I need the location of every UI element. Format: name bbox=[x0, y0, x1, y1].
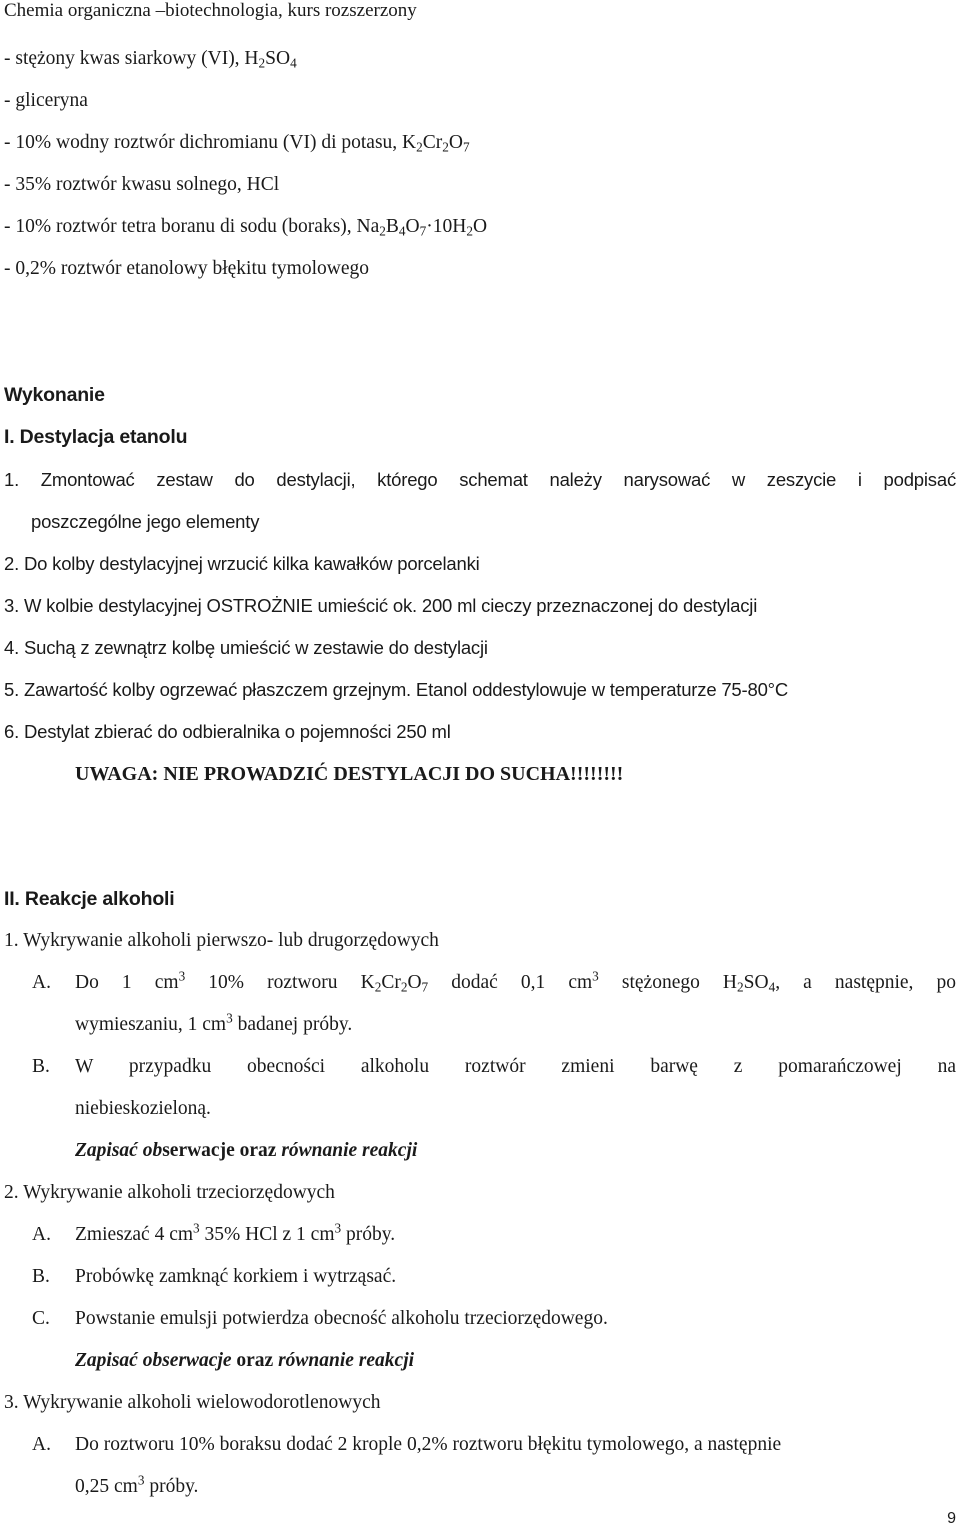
item-1a-line-2: wymieszaniu, 1 $cm^3$ badanej próby. bbox=[75, 1010, 353, 1035]
item-2b-label: B. bbox=[32, 1266, 50, 1287]
section-title-reakcje: II. Reakcje alkoholi bbox=[4, 888, 175, 910]
subsection-1-title: 1. Wykrywanie alkoholi pierwszo- lub drugorzędowych bbox=[4, 930, 439, 951]
item-2b-text: Probówkę zamknąć korkiem i wytrząsać. bbox=[75, 1266, 397, 1287]
page-header: Chemia organiczna –biotechnologia, kurs rozszerzony bbox=[4, 0, 417, 21]
step-1-line-1: 1. Zmontować zestaw do destylacji, którego schemat należy narysować w zeszycie i podpisać bbox=[4, 469, 956, 490]
reagent-dichromate: - 10% wodny roztwór dichromianu (VI) di potasu, $K_2Cr_2O_7$ bbox=[4, 132, 470, 155]
section-title-destylacja: I. Destylacja etanolu bbox=[4, 426, 188, 448]
item-2a-label: A. bbox=[32, 1224, 51, 1245]
item-3a-line-2: 0,25 $cm^3$ próby. bbox=[75, 1472, 199, 1497]
subsection-2-title: 2. Wykrywanie alkoholi trzeciorzędowych bbox=[4, 1182, 335, 1203]
item-2c-label: C. bbox=[32, 1308, 50, 1329]
subsection-3-title: 3. Wykrywanie alkoholi wielowodorotlenowych bbox=[4, 1392, 381, 1413]
reagent-thymol-blue: - 0,2% roztwór etanolowy błękitu tymolowego bbox=[4, 258, 370, 279]
item-3a-line-1: Do roztworu 10% boraksu dodać 2 krople 0,2% roztworu błękitu tymolowego, a następnie bbox=[75, 1434, 782, 1455]
reagent-borax: - 10% roztwór tetra boranu di sodu (boraks), $Na_2B_4O_7\cdot 10H_2O$ bbox=[4, 216, 488, 239]
reagent-sulfuric-acid: - stężony kwas siarkowy (VI), $H_2SO_4$ bbox=[4, 48, 297, 71]
item-2a-text: Zmieszać 4 $cm^3$ 35% HCl z 1 $cm^3$ próby. bbox=[75, 1220, 396, 1245]
item-2c-text: Powstanie emulsji potwierdza obecność alkoholu trzeciorzędowego. bbox=[75, 1308, 608, 1329]
warning-text: UWAGA: NIE PROWADZIĆ DESTYLACJI DO SUCHA!!!!!!!! bbox=[75, 763, 624, 785]
section-title-wykonanie: Wykonanie bbox=[4, 384, 105, 406]
step-1-line-2: poszczególne jego elementy bbox=[31, 511, 260, 532]
note-1: Zapisać obserwacje oraz równanie reakcji bbox=[75, 1140, 418, 1161]
item-1a-line-1: Do 1 $cm^3$ 10% roztworu $K_2Cr_2O_7$ dodać 0,1 $cm^3$ stężonego $H_2SO_4$, a następnie, po bbox=[75, 968, 957, 995]
reagent-glycerin: - gliceryna bbox=[4, 90, 88, 111]
item-1b-line-2: niebieskozieloną. bbox=[75, 1098, 211, 1119]
step-6: 6. Destylat zbierać do odbieralnika o pojemności 250 ml bbox=[4, 721, 451, 742]
page-number: 9 bbox=[947, 1510, 956, 1527]
item-1b-line-1: W przypadku obecności alkoholu roztwór zmieni barwę z pomarańczowej na bbox=[75, 1056, 956, 1077]
item-1b-label: B. bbox=[32, 1056, 50, 1077]
step-4: 4. Suchą z zewnątrz kolbę umieścić w zestawie do destylacji bbox=[4, 637, 488, 658]
reagent-hcl: - 35% roztwór kwasu solnego, HCl bbox=[4, 174, 280, 195]
step-2: 2. Do kolby destylacyjnej wrzucić kilka kawałków porcelanki bbox=[4, 553, 480, 574]
step-3: 3. W kolbie destylacyjnej OSTROŻNIE umieścić ok. 200 ml cieczy przeznaczonej do destylacji bbox=[4, 595, 758, 616]
item-1a-label: A. bbox=[32, 972, 51, 993]
item-3a-label: A. bbox=[32, 1434, 51, 1455]
step-5: 5. Zawartość kolby ogrzewać płaszczem grzejnym. Etanol oddestylowuje w temperaturze 75-80°C bbox=[4, 679, 789, 700]
note-2: Zapisać obserwacje oraz równanie reakcji bbox=[75, 1350, 415, 1371]
